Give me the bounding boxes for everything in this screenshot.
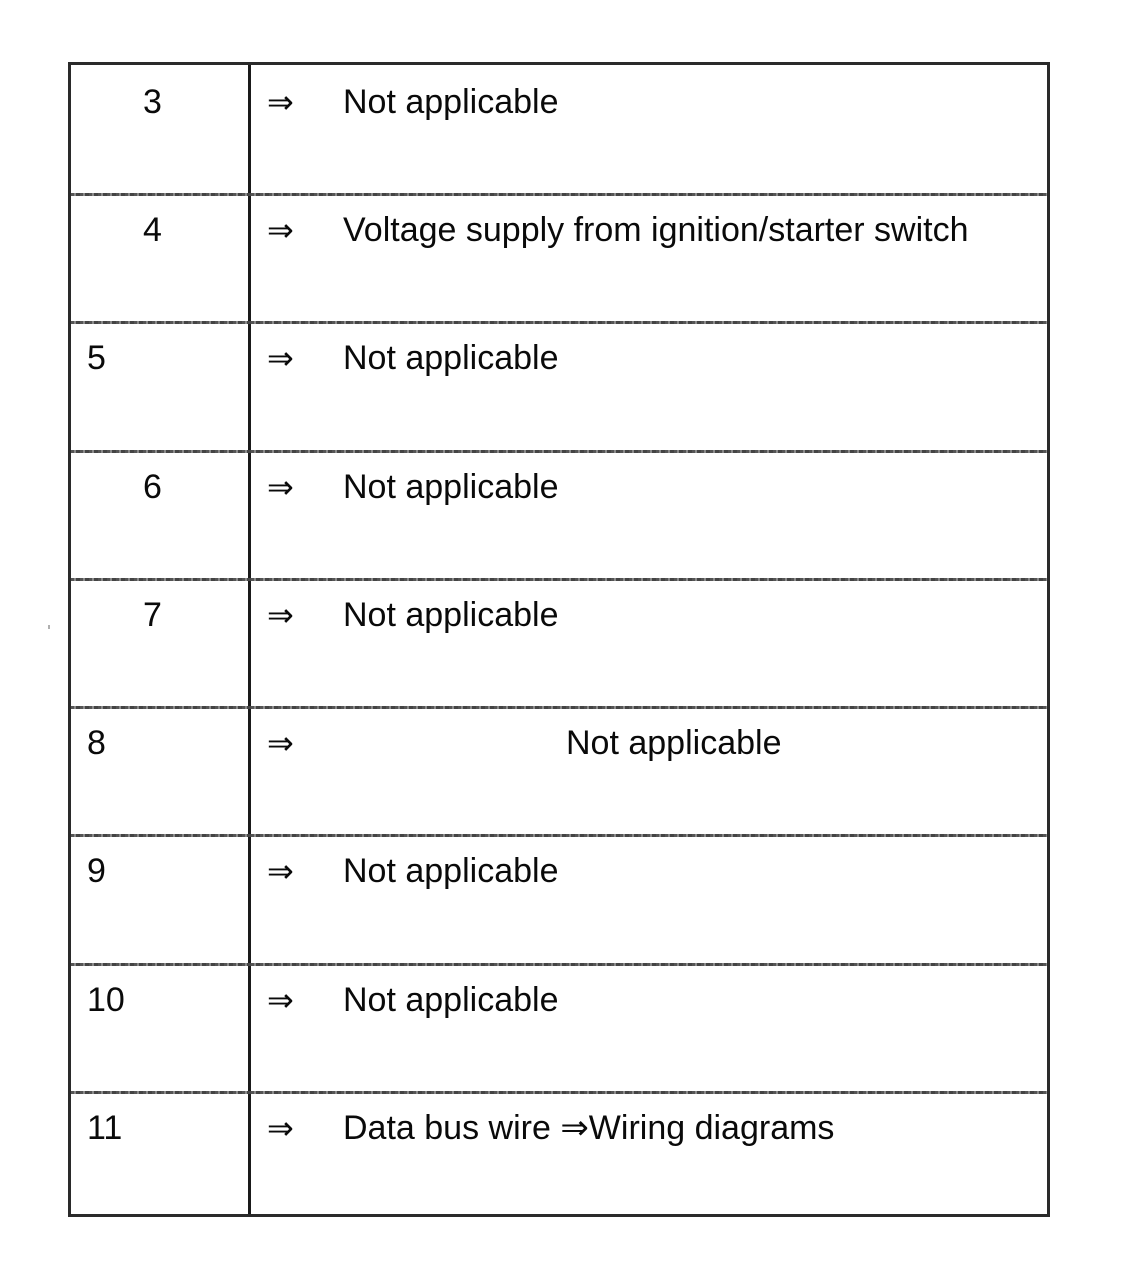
- arrow-icon: ⇒: [267, 340, 294, 376]
- pin-description: Not applicable: [566, 724, 782, 762]
- arrow-icon: ⇒: [267, 212, 294, 248]
- pin-number: 4: [143, 211, 162, 249]
- scan-speck: [48, 625, 50, 629]
- arrow-icon: ⇒: [267, 469, 294, 505]
- table-row: [71, 1091, 1047, 1219]
- arrow-icon: ⇒: [267, 597, 294, 633]
- pin-description: Not applicable: [343, 596, 559, 634]
- pin-description: Not applicable: [343, 852, 559, 890]
- pin-description: Not applicable: [343, 468, 559, 506]
- pin-number: 9: [87, 852, 106, 890]
- row-divider: [71, 1091, 1047, 1094]
- arrow-icon: ⇒: [267, 1110, 294, 1146]
- row-divider: [71, 193, 1047, 196]
- pin-number: 11: [87, 1109, 123, 1147]
- row-divider: [71, 963, 1047, 966]
- table-row: [71, 65, 1047, 193]
- pin-description: Not applicable: [343, 83, 559, 121]
- pin-assignment-table: [68, 62, 1050, 1217]
- pin-number: 3: [143, 83, 162, 121]
- table-row: [71, 834, 1047, 962]
- table-row: [71, 321, 1047, 449]
- row-divider: [71, 450, 1047, 453]
- arrow-icon: ⇒: [267, 84, 294, 120]
- table-row: [71, 578, 1047, 706]
- row-divider: [71, 578, 1047, 581]
- table-row: [71, 706, 1047, 834]
- pin-number: 7: [143, 596, 162, 634]
- table-row: [71, 963, 1047, 1091]
- pin-description: Voltage supply from ignition/starter switch: [343, 211, 969, 249]
- arrow-icon: ⇒: [267, 725, 294, 761]
- row-divider: [71, 321, 1047, 324]
- table-row: [71, 450, 1047, 578]
- table-row: [71, 193, 1047, 321]
- pin-description: Data bus wire ⇒Wiring diagrams: [343, 1109, 835, 1147]
- arrow-icon: ⇒: [267, 982, 294, 1018]
- row-divider: [71, 706, 1047, 709]
- pin-number: 8: [87, 724, 106, 762]
- row-divider: [71, 834, 1047, 837]
- pin-number: 6: [143, 468, 162, 506]
- pin-number: 5: [87, 339, 106, 377]
- arrow-icon: ⇒: [267, 853, 294, 889]
- pin-description: Not applicable: [343, 339, 559, 377]
- pin-number: 10: [87, 981, 125, 1019]
- pin-description: Not applicable: [343, 981, 559, 1019]
